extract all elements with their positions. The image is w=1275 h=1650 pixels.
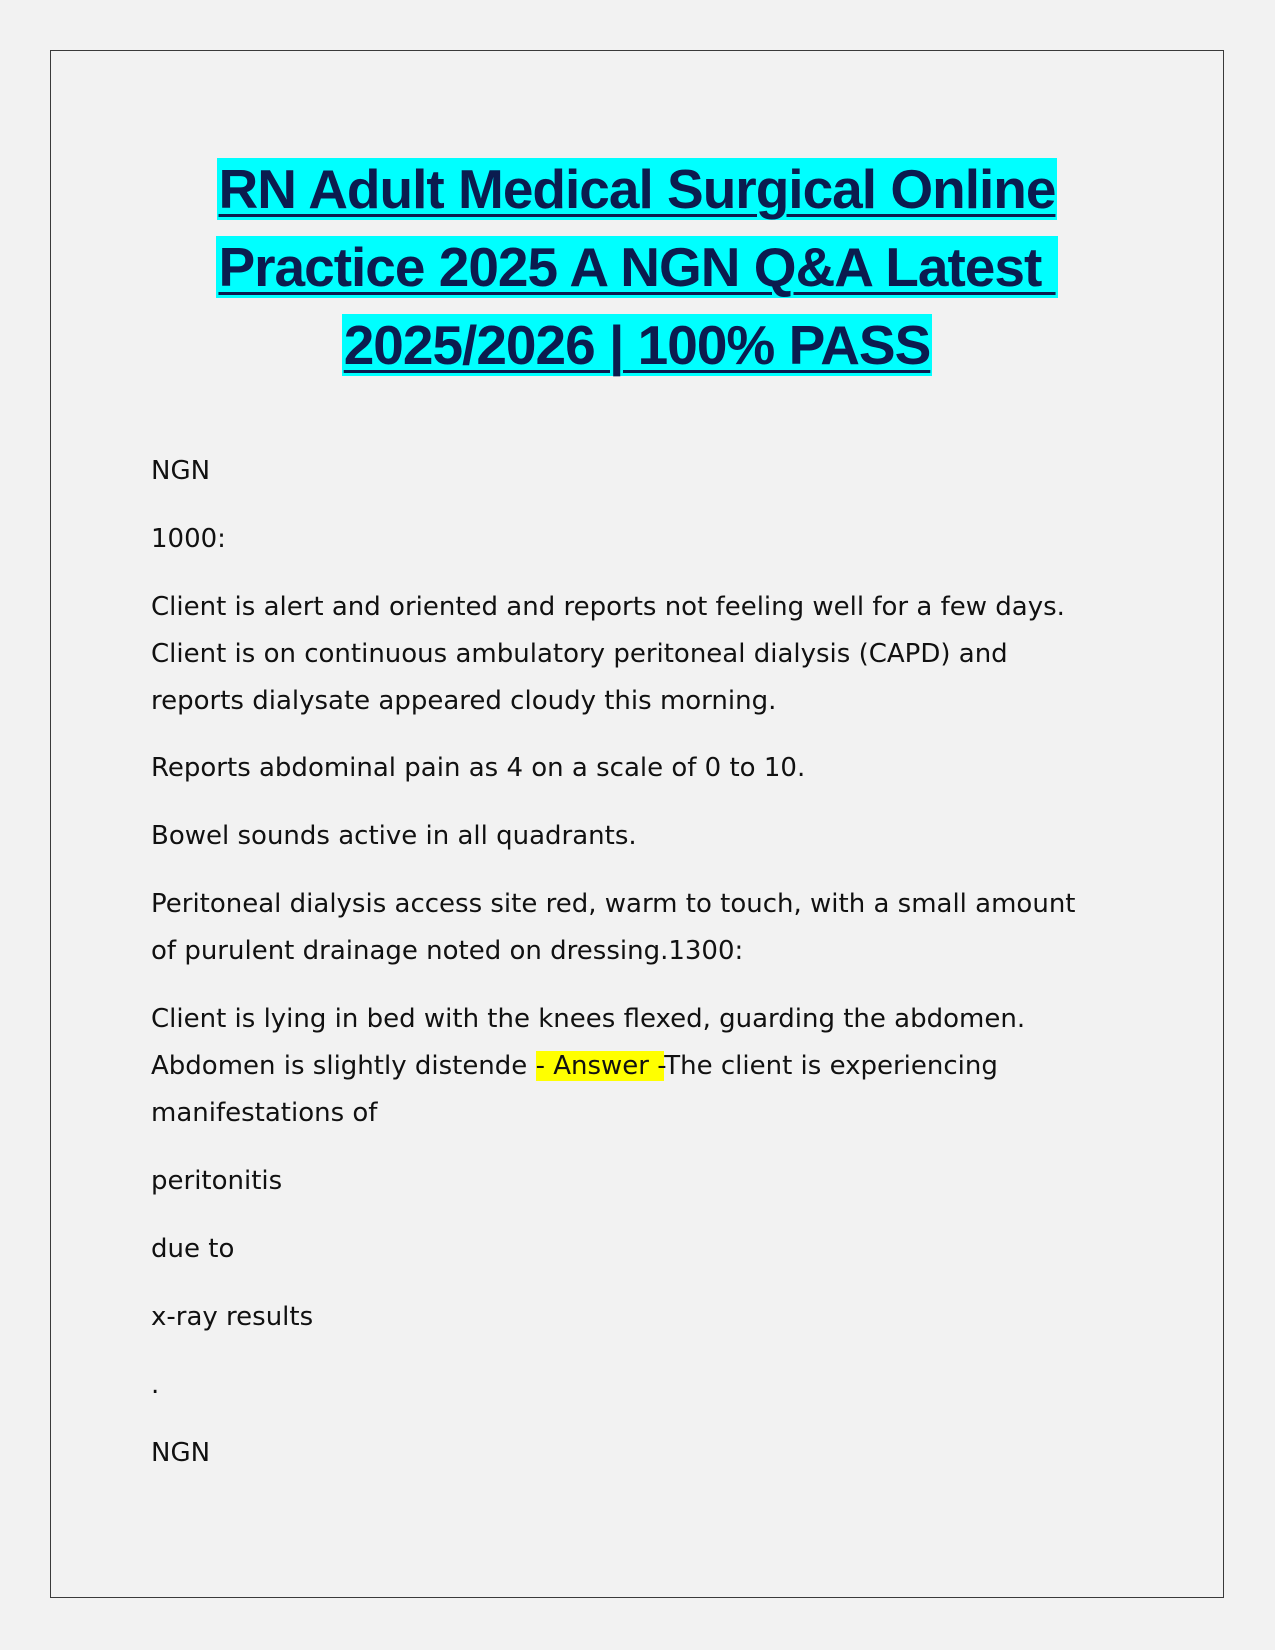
paragraph-client-status xyxy=(151,584,1131,725)
answer-text: The client is experiencing xyxy=(664,1051,998,1081)
paragraph-bowel-sounds: Bowel sounds active in all quadrants. xyxy=(151,821,637,851)
client-status-line-2: Client is on continuous ambulatory peritoneal dialysis (CAPD) and xyxy=(151,639,1008,669)
client-lying-line-2 xyxy=(151,1043,1131,1090)
title-line-2: Practice 2025 A NGN Q&A Latest xyxy=(218,236,1056,298)
paragraph-client-lying xyxy=(151,996,1131,1137)
paragraph-ngn-1: NGN xyxy=(151,456,211,486)
client-lying-line-3: manifestations of xyxy=(151,1098,378,1128)
access-site-line-1: Peritoneal dialysis access site red, warm to touch, with a small amount xyxy=(151,889,1076,919)
answer-marker: - Answer - xyxy=(535,1051,665,1081)
client-status-line-3: reports dialysate appeared cloudy this morning. xyxy=(151,686,777,716)
paragraph-access-site xyxy=(151,881,1131,975)
paragraph-period: . xyxy=(151,1370,160,1400)
client-lying-line-1: Client is lying in bed with the knees flexed, guarding the abdomen. xyxy=(151,1004,1026,1034)
paragraph-due-to: due to xyxy=(151,1234,235,1264)
document-title xyxy=(60,150,1214,384)
title-line-1: RN Adult Medical Surgical Online xyxy=(218,158,1056,220)
title-line-3: 2025/2026 | 100% PASS xyxy=(343,314,931,376)
paragraph-peritonitis: peritonitis xyxy=(151,1166,283,1196)
paragraph-xray-results: x-ray results xyxy=(151,1302,314,1332)
paragraph-ngn-2: NGN xyxy=(151,1438,211,1468)
paragraph-time-1000: 1000: xyxy=(151,524,226,554)
client-status-line-1: Client is alert and oriented and reports not feeling well for a few days. xyxy=(151,592,1065,622)
paragraph-abdominal-pain: Reports abdominal pain as 4 on a scale of 0 to 10. xyxy=(151,753,806,783)
access-site-line-2: of purulent drainage noted on dressing.1300: xyxy=(151,936,744,966)
abdomen-text: Abdomen is slightly distende xyxy=(151,1051,536,1081)
